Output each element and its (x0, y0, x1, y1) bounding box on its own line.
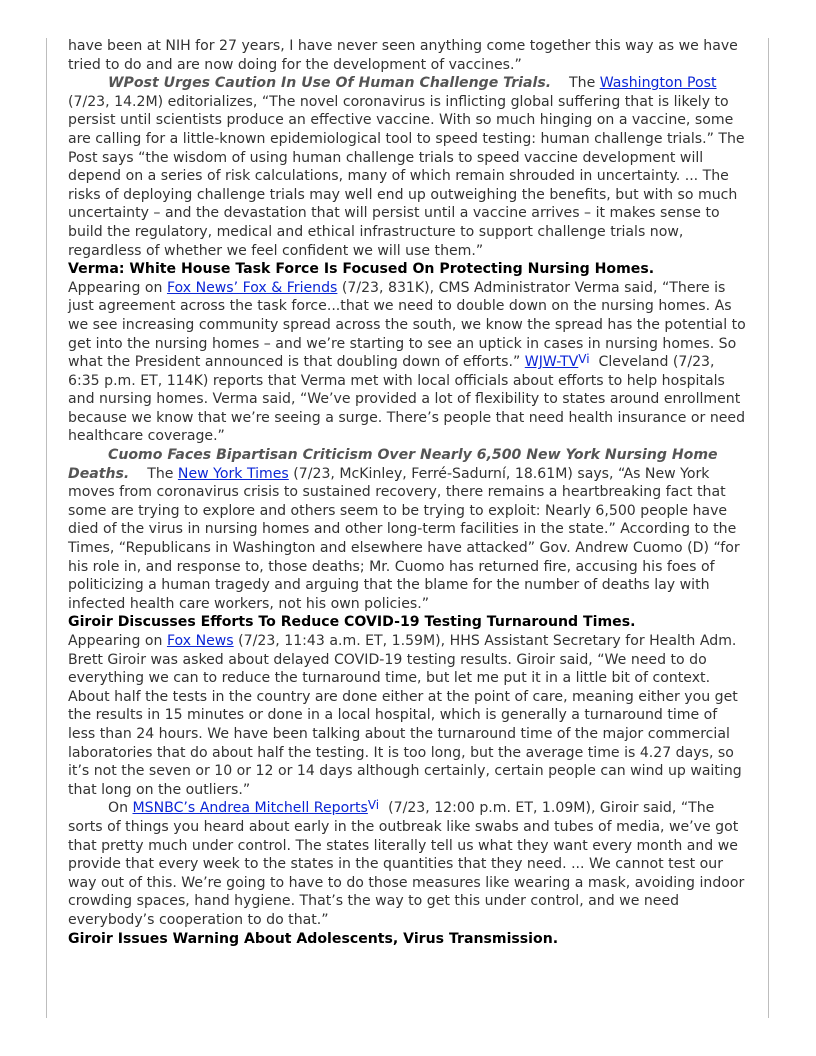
new-york-times-link[interactable]: New York Times (177, 465, 289, 482)
giroir-body-2: (7/23, 12:00 p.m. ET, 1.09M), Giroir said, “The sorts of things you heard about early in the outbreak like swabs and tubes of media, we’ve got that pretty much under control. The states literally tell us what they want every month and we provide that every week to the states in the quantities that they need. ... We cannot test our way out of this. We’re going to have to do those measures like wearing a mask, avoiding indoor crowding spaces, hand hygiene. That’s the way to get this under control, and we need everybody’s cooperation to do that.” (68, 800, 745, 928)
document-page (68, 37, 748, 948)
giroir-adolescents-headline: Giroir Issues Warning About Adolescents, Virus Transmission. (68, 930, 559, 947)
verma-body-1: (7/23, 831K), CMS Administrator Verma said, “There is just agreement across the task force...that we need to double down on the nursing homes. As we see increasing community spread across the south, we know the spread has the potential to get into the nursing homes – and we’re starting to see an uptick in cases in nursing homes. So what the President announced is that doubling down of efforts.” (68, 279, 746, 371)
verma-headline: Verma: White House Task Force Is Focused On Protecting Nursing Homes. (68, 261, 655, 278)
giroir-lead-2: On (108, 800, 129, 817)
cuomo-lead: The (147, 465, 174, 482)
giroir-msnbc-paragraph (68, 799, 748, 929)
giroir-fox-paragraph (68, 632, 748, 799)
wpost-body: (7/23, 14.2M) editorializes, “The novel coronavirus is inflicting global suffering that is likely to persist until scientists produce an effective vaccine. With so much hinging on a vaccine, some are calling for a little-known epidemiological tool to speed testing: human challenge trials.” The Post says “the wisdom of using human challenge trials to speed vaccine development will depend on a series of risk calculations, many of which remain shrouded in uncertainty. ... The risks of deploying challenge trials may well end up outweighing the benefits, but with so much uncertainty – and the devastation that will persist until a vaccine arrives – it makes sense to build the regulatory, medical and ethical infrastructure to support challenge trials now, regardless of whether we feel confident we will use them.” (68, 93, 745, 259)
wpost-paragraph (68, 74, 748, 260)
left-margin-rule (46, 38, 47, 1018)
msnbc-andrea-mitchell-link[interactable]: MSNBC’s Andrea Mitchell Reports (132, 800, 368, 817)
giroir-lead: Appearing on (68, 633, 163, 649)
cuomo-paragraph (68, 446, 748, 613)
verma-lead: Appearing on (68, 279, 163, 296)
intro-paragraph: have been at NIH for 27 years, I have never seen anything come together this way as we have tried to do and are now doing for the development of vaccines.” (68, 38, 738, 73)
verma-body-2: Cleveland (7/23, 6:35 p.m. ET, 114K) reports that Verma met with local officials about efforts to help hospitals and nursing homes. Verma said, “We’ve provided a lot of flexibility to states around enrollment because we know that we’re seeing a surge. There’s people that need health insurance or need healthcare coverage.” (68, 354, 746, 445)
giroir-body-1: (7/23, 11:43 a.m. ET, 1.59M), HHS Assistant Secretary for Health Adm. Brett Giroir was asked about delayed COVID-19 testing results. Giroir said, “We need to do everything we can to reduce the turnaround time, but let me put it in a little bit of context. About half the tests in the country are done either at the point of care, meaning either you get the results in 15 minutes or done in a local hospital, which is generally a turnaround time of less than 24 hours. We have been talking about the turnaround time of the major commercial laboratories that do about half the testing. It is too long, but the average time is 4.27 days, so it’s not the seven or 10 or 12 or 14 days although certainly, certain people can wind up waiting that long on the outliers.” (68, 633, 742, 798)
washington-post-link[interactable]: Washington Post (599, 75, 717, 92)
cuomo-subheading: Cuomo Faces Bipartisan Criticism Over Nearly 6,500 New York Nursing Home Deaths. (68, 447, 718, 482)
video-indicator-icon[interactable]: Vi (578, 352, 590, 367)
fox-and-friends-link[interactable]: Fox News’ Fox & Friends (166, 279, 338, 296)
right-margin-rule (768, 38, 769, 1018)
verma-paragraph (68, 279, 748, 446)
giroir-testing-headline: Giroir Discusses Efforts To Reduce COVID-19 Testing Turnaround Times. (68, 614, 636, 631)
wpost-subheading: WPost Urges Caution In Use Of Human Challenge Trials. (108, 75, 552, 92)
wjw-tv-link[interactable]: WJW-TV (524, 354, 579, 371)
cuomo-body: (7/23, McKinley, Ferré-Sadurní, 18.61M) says, “As New York moves from coronavirus crisis to sustained recovery, there remains a heartbreaking fact that some are trying to explore and others seem to be trying to exploit: Nearly 6,500 people have died of the virus in nursing homes and other long-term facilities in the state.” According to the Times, “Republicans in Washington and elsewhere have attacked” Gov. Andrew Cuomo (D) “for his role in, and response to, those deaths; Mr. Cuomo has returned fire, accusing his foes of politicizing a human tragedy and arguing that the blame for the number of deaths lay with infected health care workers, not his own policies.” (68, 465, 740, 612)
video-indicator-icon[interactable]: Vi (367, 798, 380, 813)
wpost-lead: The (569, 75, 596, 92)
fox-news-link[interactable]: Fox News (166, 633, 234, 649)
